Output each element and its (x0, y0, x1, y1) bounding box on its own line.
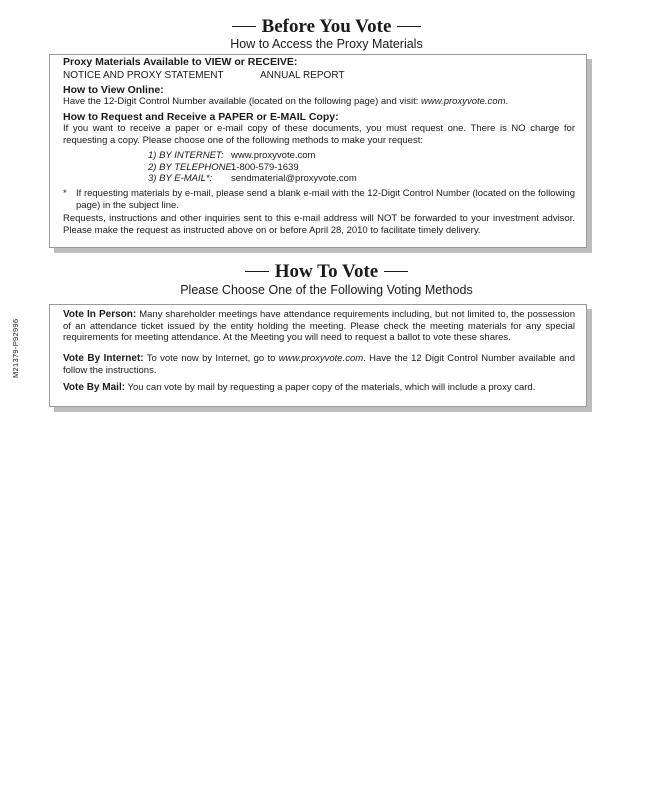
how-to-vote-heading (0, 261, 653, 283)
view-online-heading: How to View Online: (63, 84, 164, 96)
proxy-materials-box (49, 54, 587, 248)
before-title-text: Before You Vote (261, 16, 392, 37)
request-heading: How to Request and Receive a PAPER or E-MAIL Copy: (63, 111, 339, 123)
method-value[interactable]: sendmaterial@proxyvote.com (231, 173, 357, 184)
view-text-a: Have the 12-Digit Control Number available (located on the following page) and visit: (63, 96, 422, 107)
method-label: 3) BY E-MAIL*: (148, 173, 213, 184)
vote-in-person-text: Many shareholder meetings have attendance requirements including, but not limited to, the possession of an attendance ticket issued by the entity holding the meeting. Please check the meeting materials for any special requirements for meeting attendance. At the Meeting you will need to request a ballot to vote these shares. (63, 309, 575, 343)
method-label: 2) BY TELEPHONE: (148, 161, 235, 173)
method-email (148, 173, 357, 185)
footnote-text: If requesting materials by e-mail, please send a blank e-mail with the 12-Digit Control Number (located on the following page) in the subject line. (76, 188, 575, 211)
internet-text-a: To vote now by Internet, go to (143, 353, 279, 364)
material-notice: NOTICE AND PROXY STATEMENT (63, 70, 224, 81)
how-title-text: How To Vote (274, 261, 379, 282)
materials-heading: Proxy Materials Available to VIEW or RECEIVE: (63, 56, 298, 68)
vote-by-mail (63, 382, 575, 394)
method-internet (148, 150, 357, 162)
vote-by-mail-text: You can vote by mail by requesting a paper copy of the materials, which will include a proxy card. (125, 382, 536, 393)
method-value[interactable]: www.proxyvote.com (231, 150, 316, 161)
method-label: 1) BY INTERNET: (148, 150, 224, 161)
heading-rule-left (245, 271, 269, 272)
heading-rule-left (232, 26, 256, 27)
heading-rule-right (384, 271, 408, 272)
internet-text-b: . Have the 12 Digit Control Number available and follow the instructions. (63, 353, 575, 376)
before-subtitle: How to Access the Proxy Materials (230, 37, 423, 51)
heading-rule-right (397, 26, 421, 27)
document-code: M21379-P92996 (11, 318, 20, 378)
vote-by-internet-label: Vote By Internet: (63, 353, 144, 364)
internet-url-link[interactable]: www.proxyvote.com (278, 353, 364, 364)
view-url-link[interactable]: www.proxyvote.com (421, 96, 506, 107)
vote-in-person-label: Vote In Person: (63, 309, 137, 320)
vote-by-mail-label: Vote By Mail: (63, 382, 126, 393)
view-online-text (63, 96, 508, 107)
material-annual-report: ANNUAL REPORT (260, 70, 345, 81)
method-value[interactable]: 1-800-579-1639 (231, 161, 299, 173)
request-text: If you want to receive a paper or e-mail copy of these documents, you must request one. There is NO charge for requesting a copy. Please choose one of the following methods to make your request: (63, 123, 575, 146)
before-you-vote-heading (0, 16, 653, 38)
request-methods-list (148, 150, 357, 185)
closing-text: Requests, instructions and other inquiries sent to this e-mail address will NOT be forwarded to your investment advisor. Please make the request as instructed above on or before April 28, 2010 to facilitate timely delivery. (63, 213, 575, 236)
view-text-b: . (505, 96, 509, 107)
voting-methods-box (49, 304, 587, 407)
vote-by-internet (63, 353, 575, 376)
method-telephone (148, 162, 357, 174)
vote-in-person (63, 309, 575, 344)
how-subtitle: Please Choose One of the Following Voting Methods (180, 283, 473, 297)
footnote-mark: * (63, 188, 67, 199)
